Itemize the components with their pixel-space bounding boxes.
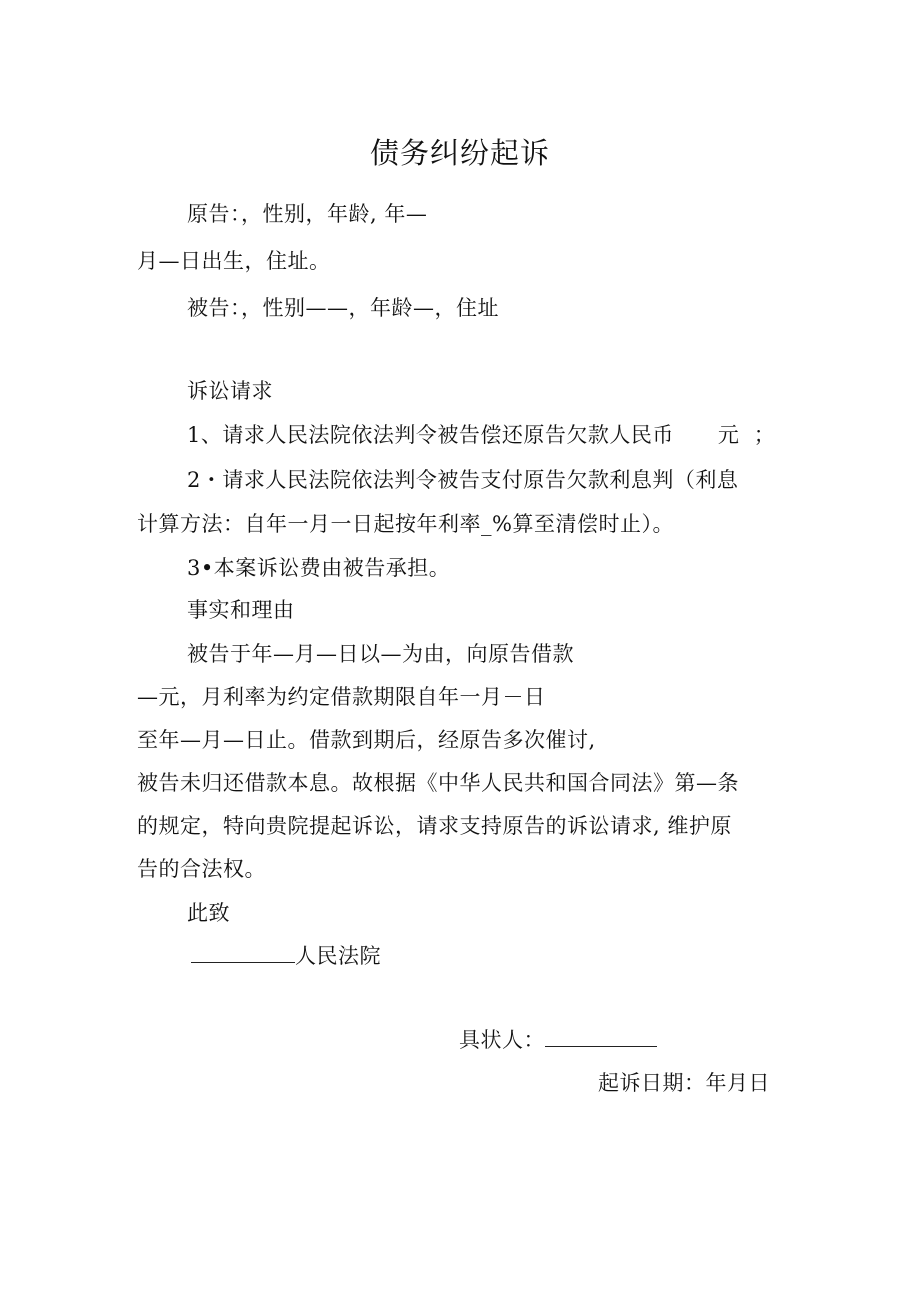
claim-3: 3•本案诉讼费由被告承担。 bbox=[187, 556, 451, 580]
salutation: 此致 bbox=[187, 901, 230, 925]
court-line bbox=[191, 941, 381, 971]
facts-line-6: 告的合法权。 bbox=[137, 857, 266, 881]
signer-label: 具状人： bbox=[459, 1028, 545, 1052]
claim-2-line-1: 2・请求人民法院依法判令被告支付原告欠款利息判（利息 bbox=[187, 468, 739, 492]
signer-blank bbox=[545, 1026, 657, 1047]
claim-1-text: 1、请求人民法院依法判令被告偿还原告欠款人民币 bbox=[187, 423, 674, 447]
plaintiff-line-2: 月—日出生，住址。 bbox=[137, 249, 331, 273]
facts-line-1: 被告于年—月—日以—为由，向原告借款 bbox=[187, 642, 574, 666]
date-line: 起诉日期：年月日 bbox=[598, 1071, 770, 1095]
facts-heading: 事实和理由 bbox=[187, 598, 295, 622]
court-name-blank bbox=[191, 942, 295, 963]
claim-1 bbox=[187, 420, 775, 450]
claim-1-end: ； bbox=[753, 423, 776, 447]
plaintiff-line-1: 原告：，性别，年龄, 年— bbox=[187, 202, 428, 226]
defendant-line: 被告：，性别——，年龄—，住址 bbox=[187, 296, 499, 320]
facts-line-3: 至年—月—日止。借款到期后，经原告多次催讨, bbox=[137, 728, 596, 752]
facts-line-2: —元，月利率为约定借款期限自年一月－日 bbox=[137, 685, 546, 709]
claim-2-line-2: 计算方法：自年一月一日起按年利率_%算至清偿时止）。 bbox=[137, 512, 674, 536]
claims-heading: 诉讼请求 bbox=[187, 379, 273, 403]
facts-line-5: 的规定，特向贵院提起诉讼，请求支持原告的诉讼请求, 维护原 bbox=[137, 814, 732, 838]
document-title: 债务纠纷起诉 bbox=[369, 136, 550, 170]
claim-1-unit: 元 bbox=[717, 423, 740, 447]
facts-line-4: 被告未归还借款本息。故根据《中华人民共和国合同法》第—条 bbox=[137, 771, 739, 795]
court-suffix: 人民法院 bbox=[295, 944, 381, 968]
signer-line bbox=[459, 1025, 657, 1055]
